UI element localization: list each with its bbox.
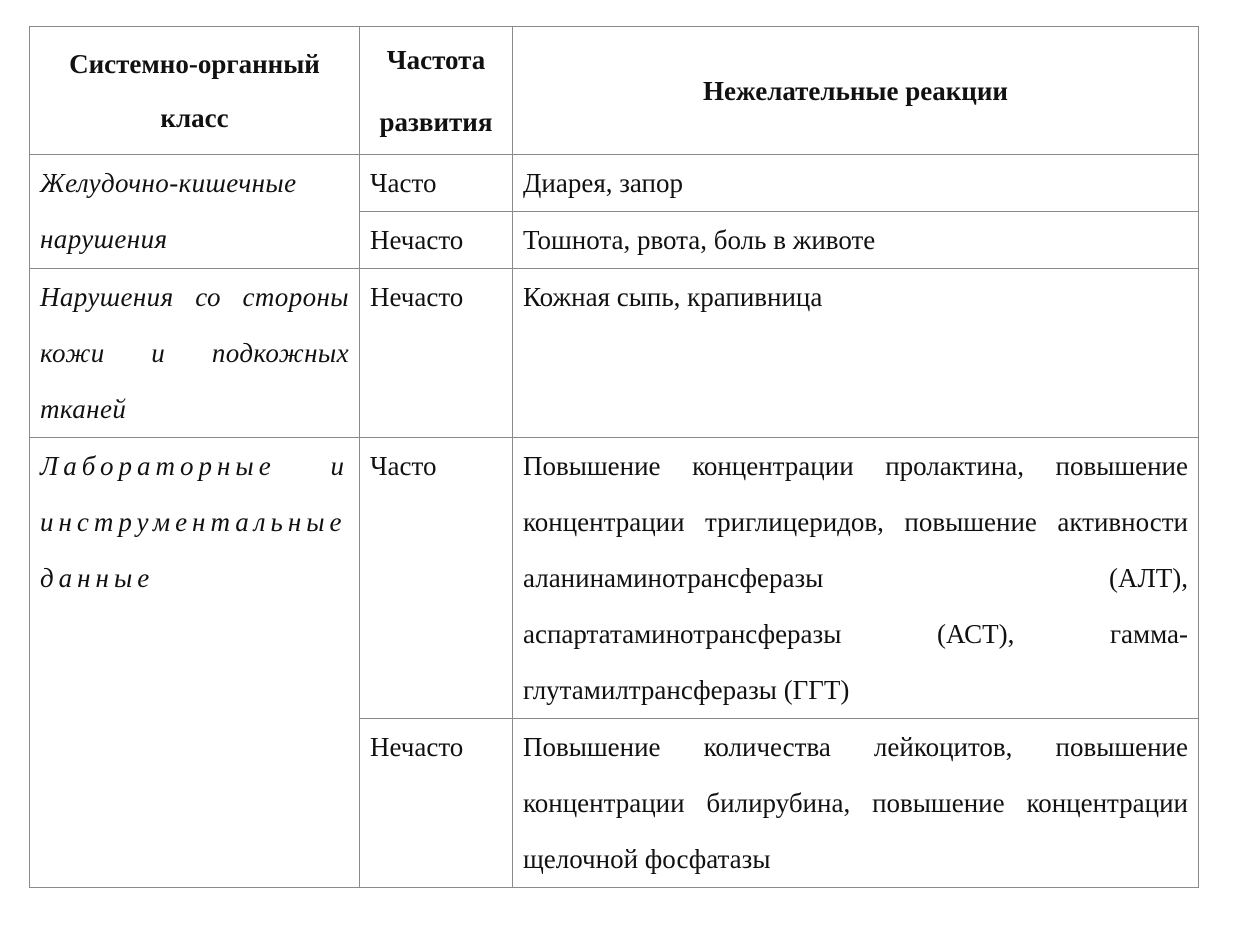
adverse-reactions-table xyxy=(29,26,1199,888)
frequency-cell: Часто xyxy=(360,438,513,719)
reactions-cell: Тошнота, рвота, боль в животе xyxy=(513,212,1199,269)
soc-cell-skin: Нарушения со стороны кожи и подкожных тканей xyxy=(30,269,360,438)
table-row xyxy=(30,269,1199,438)
frequency-cell: Нечасто xyxy=(360,719,513,888)
reactions-cell: Повышение количества лейкоцитов, повышение концентрации билирубина, повышение концентрации щелочной фосфатазы xyxy=(513,719,1199,888)
reactions-cell: Повышение концентрации пролактина, повышение концентрации триглицеридов, повышение активности аланинаминотрансферазы (АЛТ), аспартатаминотрансферазы (АСТ), гамма-глутамилтрансферазы (ГГТ) xyxy=(513,438,1199,719)
soc-cell-gastrointestinal: Желудочно-кишечные нарушения xyxy=(30,155,360,269)
header-soc: Системно-органный класс xyxy=(30,27,360,155)
frequency-cell: Часто xyxy=(360,155,513,212)
table-row xyxy=(30,438,1199,719)
header-reactions: Нежелательные реакции xyxy=(513,27,1199,155)
reactions-cell: Диарея, запор xyxy=(513,155,1199,212)
header-frequency: Частота развития xyxy=(360,27,513,155)
table-row xyxy=(30,155,1199,212)
header-row xyxy=(30,27,1199,155)
soc-cell-laboratory: Лабораторные и инструментальные данные xyxy=(30,438,360,888)
frequency-cell: Нечасто xyxy=(360,212,513,269)
frequency-cell: Нечасто xyxy=(360,269,513,438)
reactions-cell: Кожная сыпь, крапивница xyxy=(513,269,1199,438)
